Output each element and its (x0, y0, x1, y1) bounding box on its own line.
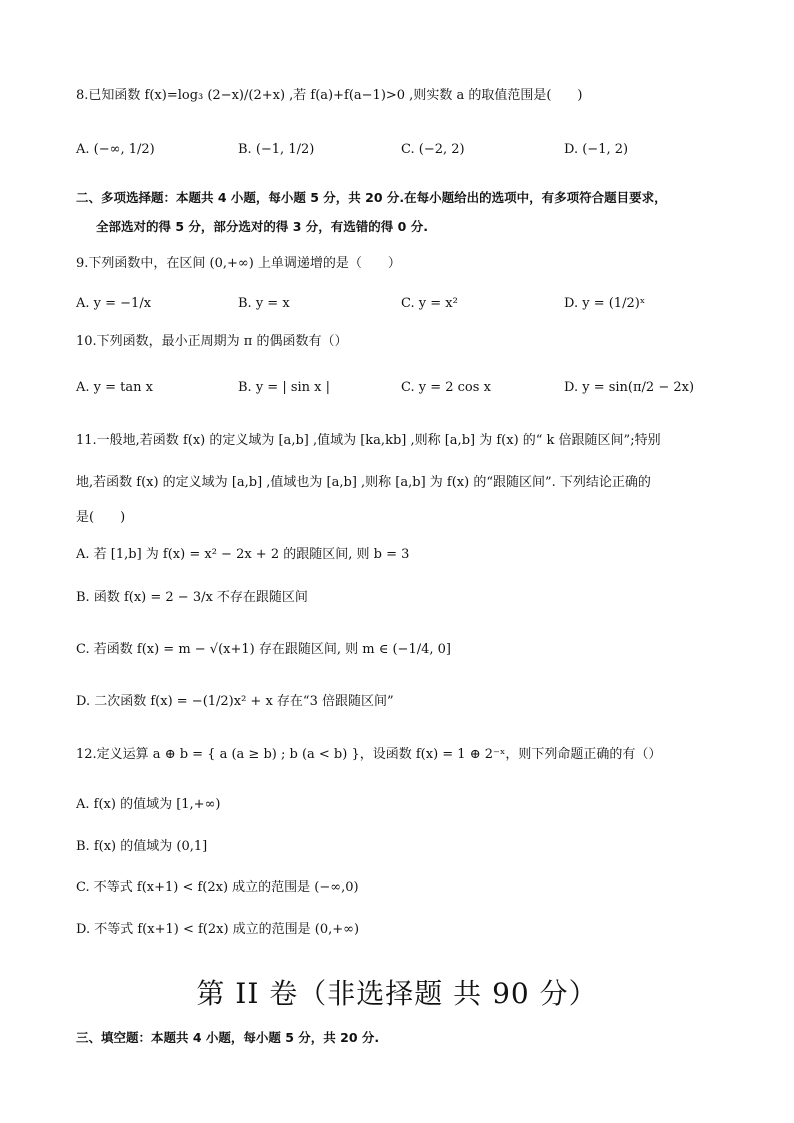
q10-stem: 10.下列函数，最小正周期为 π 的偶函数有（） (76, 334, 348, 349)
q12-stem: 12.定义运算 a ⊕ b = { a (a ≥ b) ; b (a < b) }，设函数 f(x) = 1 ⊕ 2⁻ˣ，则下列命题正确的有（） (76, 747, 662, 762)
q11-stem-line2: 地,若函数 f(x) 的定义域为 [a,b] ,值域也为 [a,b] ,则称 [a,b] 为 f(x) 的“跟随区间”. 下列结论正确的 (76, 475, 651, 490)
q9-stem: 9.下列函数中，在区间 (0,+∞) 上单调递增的是（ ） (76, 256, 401, 271)
q9-option-d: D. y = (1/2)ˣ (564, 296, 646, 311)
section2-heading-line2: 全部选对的得 5 分，部分选对的得 3 分，有选错的得 0 分. (96, 219, 428, 234)
q11-option-b: B. 函数 f(x) = 2 − 3/x 不存在跟随区间 (76, 590, 308, 605)
q9-option-b: B. y = x (238, 296, 290, 311)
section3-heading: 三、填空题：本题共 4 小题，每小题 5 分，共 20 分. (76, 1030, 380, 1045)
q11-stem-line1: 11.一般地,若函数 f(x) 的定义域为 [a,b] ,值域为 [ka,kb] ,则称 [a,b] 为 f(x) 的“ k 倍跟随区间”;特别 (76, 433, 661, 448)
q8-option-c: C. (−2, 2) (401, 142, 465, 157)
q8-option-a: A. (−∞, 1/2) (76, 142, 155, 157)
q8-stem: 8.已知函数 f(x)=log₃ (2−x)/(2+x) ,若 f(a)+f(a−1)>0 ,则实数 a 的取值范围是( ) (76, 88, 583, 103)
q12-option-a: A. f(x) 的值域为 [1,+∞) (76, 797, 221, 812)
q12-option-d: D. 不等式 f(x+1) < f(2x) 成立的范围是 (0,+∞) (76, 922, 360, 937)
q8-option-b: B. (−1, 1/2) (238, 142, 315, 157)
q9-option-c: C. y = x² (401, 296, 458, 311)
q11-stem-line3: 是( ) (76, 510, 126, 525)
section2-heading-line1: 二、多项选择题：本题共 4 小题，每小题 5 分，共 20 分.在每小题给出的选项中，有多项符合题目要求， (76, 190, 667, 205)
q9-option-a: A. y = −1/x (76, 296, 152, 311)
q11-option-a: A. 若 [1,b] 为 f(x) = x² − 2x + 2 的跟随区间, 则 b = 3 (76, 547, 410, 562)
q12-option-c: C. 不等式 f(x+1) < f(2x) 成立的范围是 (−∞,0) (76, 880, 359, 895)
part2-title: 第 II 卷（非选择题 共 90 分） (196, 977, 598, 1010)
q10-option-a: A. y = tan x (76, 380, 153, 395)
q8-option-d: D. (−1, 2) (564, 142, 629, 157)
q11-option-c: C. 若函数 f(x) = m − √(x+1) 存在跟随区间, 则 m ∈ (−1/4, 0] (76, 642, 451, 657)
q10-option-c: C. y = 2 cos x (401, 380, 491, 395)
q12-option-b: B. f(x) 的值域为 (0,1] (76, 839, 208, 854)
q10-option-b: B. y = | sin x | (238, 380, 331, 395)
q10-option-d: D. y = sin(π/2 − 2x) (564, 380, 695, 395)
q11-option-d: D. 二次函数 f(x) = −(1/2)x² + x 存在“3 倍跟随区间” (76, 694, 394, 709)
